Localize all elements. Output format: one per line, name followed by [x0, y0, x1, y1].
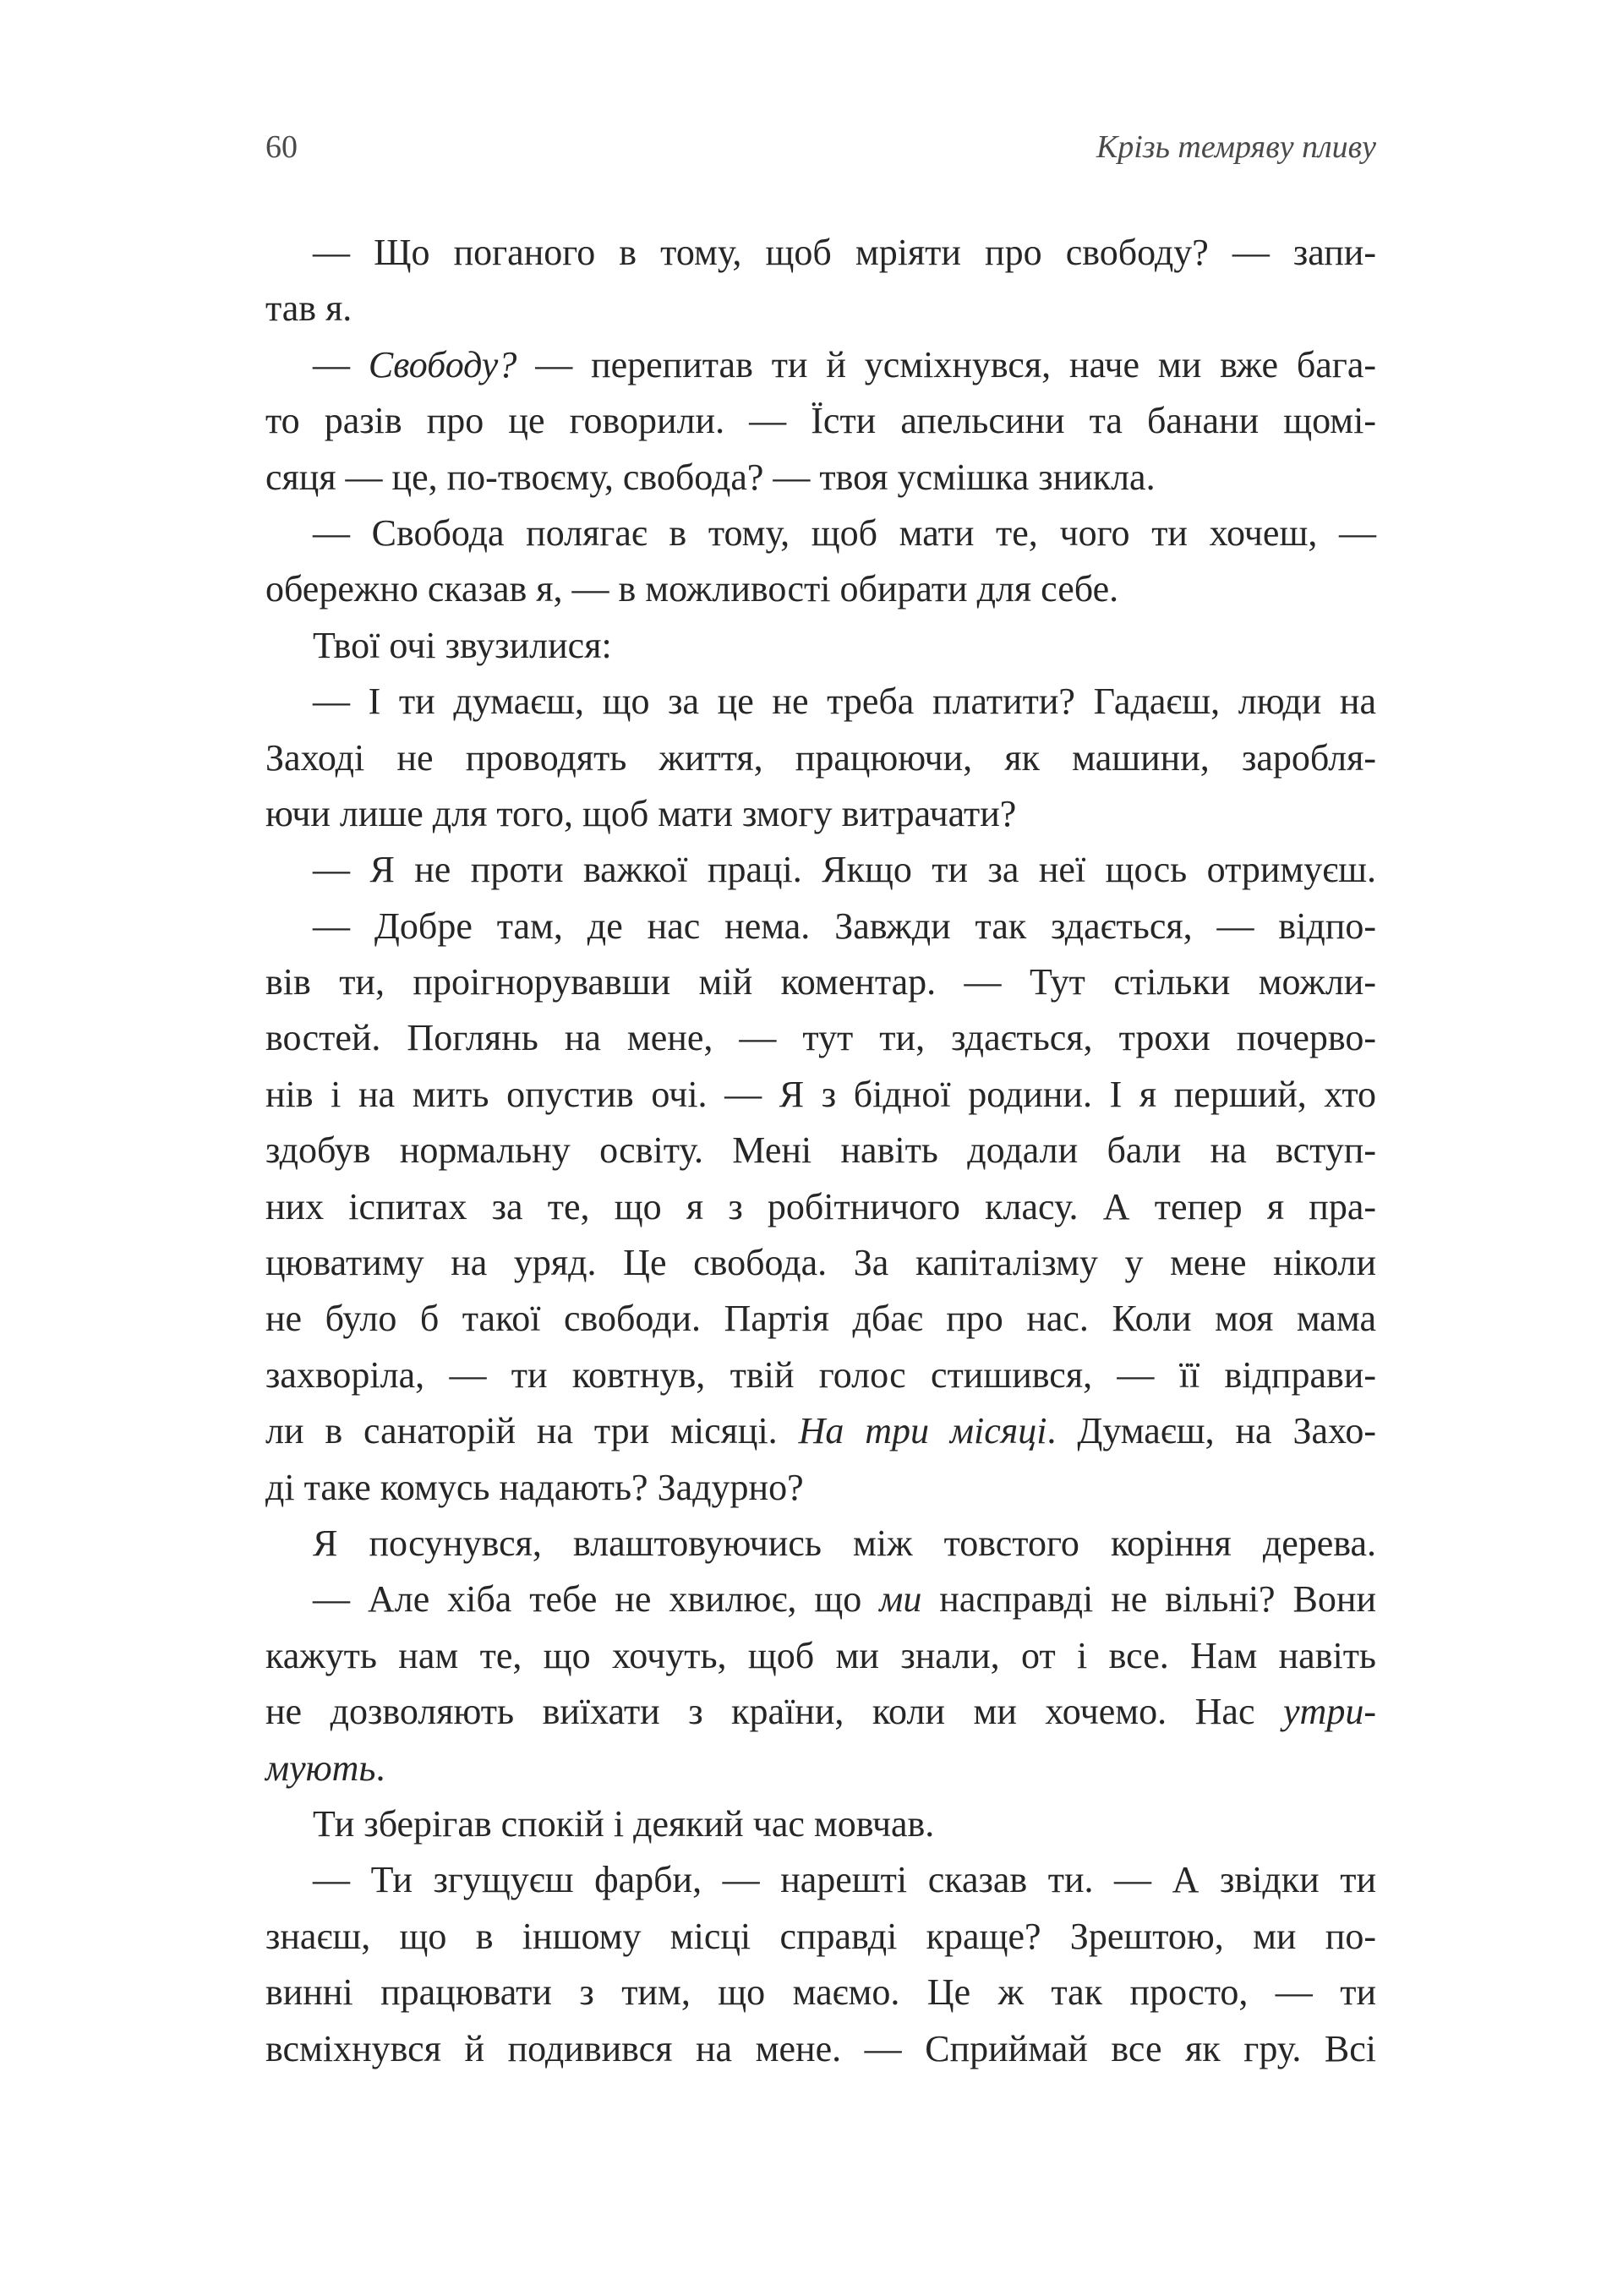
text-segment: тав я.	[265, 287, 352, 330]
text-line	[265, 1407, 1376, 1462]
text-segment: кажуть нам те, що хочуть, щоб ми знали, от і все. Нам навіть	[265, 1634, 1376, 1676]
text-segment: винні працювати з тим, що маємо. Це ж так просто, — ти	[265, 1971, 1376, 2014]
text-segment: вів ти, проігнорувавши мій коментар. — Тут стільки можли-	[265, 961, 1376, 1003]
text-segment: захворіла, — ти ковтнув, твій голос стишився, — її відправи-	[265, 1353, 1376, 1396]
text-segment: — Що поганого в тому, щоб мріяти про свободу? — запи-	[313, 232, 1376, 273]
text-segment: то разів про це говорили. — Їсти апельсини та банани щомі-	[265, 400, 1376, 442]
text-line	[265, 509, 1376, 565]
text-line	[265, 734, 1376, 790]
text-line	[265, 284, 1376, 340]
text-segment: — І ти думаєш, що за це не треба платити? Гадаєш, люди на	[313, 681, 1376, 723]
body-text	[265, 228, 1376, 2080]
text-line	[265, 958, 1376, 1014]
italic-text: На три місяці	[798, 1410, 1047, 1452]
running-title: Крізь темряву пливу	[1096, 129, 1376, 165]
text-segment: — Ти згущуєш фарби, — нарешті сказав ти. — А звідки ти	[313, 1859, 1376, 1901]
text-line	[265, 790, 1376, 845]
text-line	[265, 1351, 1376, 1407]
text-segment: .	[375, 1747, 385, 1789]
text-segment: цюватиму на уряд. Це свобода. За капіталізму у мене ніколи	[265, 1242, 1376, 1284]
text-line	[265, 1014, 1376, 1069]
text-line	[265, 902, 1376, 958]
text-line	[265, 1687, 1376, 1743]
italic-text: мують	[265, 1747, 376, 1789]
text-segment: ючи лише для того, щоб мати змогу витрачати?	[265, 792, 1017, 834]
text-segment: — Але хіба тебе не хвилює, що	[313, 1578, 880, 1621]
text-segment: Я посунувся, влаштовуючись між товстого коріння дерева.	[313, 1522, 1376, 1564]
text-line	[265, 453, 1376, 509]
text-line	[265, 1294, 1376, 1350]
text-segment: Ти зберігав спокій і деякий час мовчав.	[313, 1802, 935, 1845]
text-segment: — Я не проти важкої праці. Якщо ти за неї щось отримуєш.	[313, 849, 1376, 891]
text-segment: . Думаєш, на Захо-	[1046, 1410, 1376, 1452]
text-line	[265, 1744, 1376, 1800]
italic-text: утри-	[1283, 1691, 1376, 1733]
text-line	[265, 1070, 1376, 1126]
text-segment: сяця — це, по-твоєму, свобода? — твоя усмішка зникла.	[265, 456, 1156, 498]
text-segment: ді таке комусь надають? Задурно?	[265, 1466, 804, 1508]
text-line	[265, 1238, 1376, 1294]
text-segment: не дозволяють виїхати з країни, коли ми хочемо. Нас	[265, 1691, 1284, 1733]
text-line	[265, 1126, 1376, 1182]
page-number: 60	[265, 129, 298, 165]
text-line	[265, 565, 1376, 620]
text-segment: — перепитав ти й усміхнувся, наче ми вже бага-	[516, 343, 1377, 385]
text-segment: —	[313, 343, 369, 385]
text-segment: — Свобода полягає в тому, щоб мати те, чого ти хочеш, —	[313, 511, 1376, 554]
text-segment: них іспитах за те, що я з робітничого класу. А тепер я пра-	[265, 1185, 1376, 1227]
text-segment: Заході не проводять життя, працюючи, як машини, заробля-	[265, 736, 1376, 779]
text-line	[265, 621, 1376, 677]
text-segment: ли в санаторій на три місяці.	[265, 1410, 799, 1452]
italic-text: Свободу?	[368, 343, 517, 385]
text-line	[265, 2025, 1376, 2080]
text-segment: знаєш, що в іншому місці справді краще? Зрештою, ми по-	[265, 1915, 1376, 1957]
text-line	[265, 1912, 1376, 1968]
text-line	[265, 1968, 1376, 2024]
text-segment: насправді не вільні? Вони	[921, 1578, 1376, 1621]
text-line	[265, 677, 1376, 733]
text-segment: всміхнувся й подивився на мене. — Сприймай все як гру. Всі	[265, 2027, 1376, 2069]
text-line	[265, 1575, 1376, 1631]
text-segment: — Добре там, де нас нема. Завжди так здається, — відпо-	[313, 905, 1376, 947]
text-line	[265, 845, 1376, 901]
text-segment: востей. Поглянь на мене, — тут ти, здається, трохи почерво-	[265, 1017, 1376, 1059]
text-line	[265, 1632, 1376, 1687]
text-line	[265, 1183, 1376, 1238]
text-segment: Твої очі звузилися:	[313, 624, 612, 666]
text-line	[265, 1519, 1376, 1575]
text-line	[265, 396, 1376, 452]
text-line	[265, 228, 1376, 284]
text-line	[265, 1800, 1376, 1856]
text-segment: обережно сказав я, — в можливості обирати для себе.	[265, 568, 1119, 610]
text-segment: не було б такої свободи. Партія дбає про нас. Коли моя мама	[265, 1298, 1376, 1340]
text-line	[265, 1856, 1376, 1911]
text-segment: здобув нормальну освіту. Мені навіть додали бали на вступ-	[265, 1129, 1376, 1172]
italic-text: ми	[879, 1578, 922, 1621]
text-segment: нів і на мить опустив очі. — Я з бідної родини. І я перший, хто	[265, 1073, 1376, 1115]
text-line	[265, 1463, 1376, 1519]
page-header	[265, 128, 1376, 179]
text-line	[265, 341, 1376, 396]
